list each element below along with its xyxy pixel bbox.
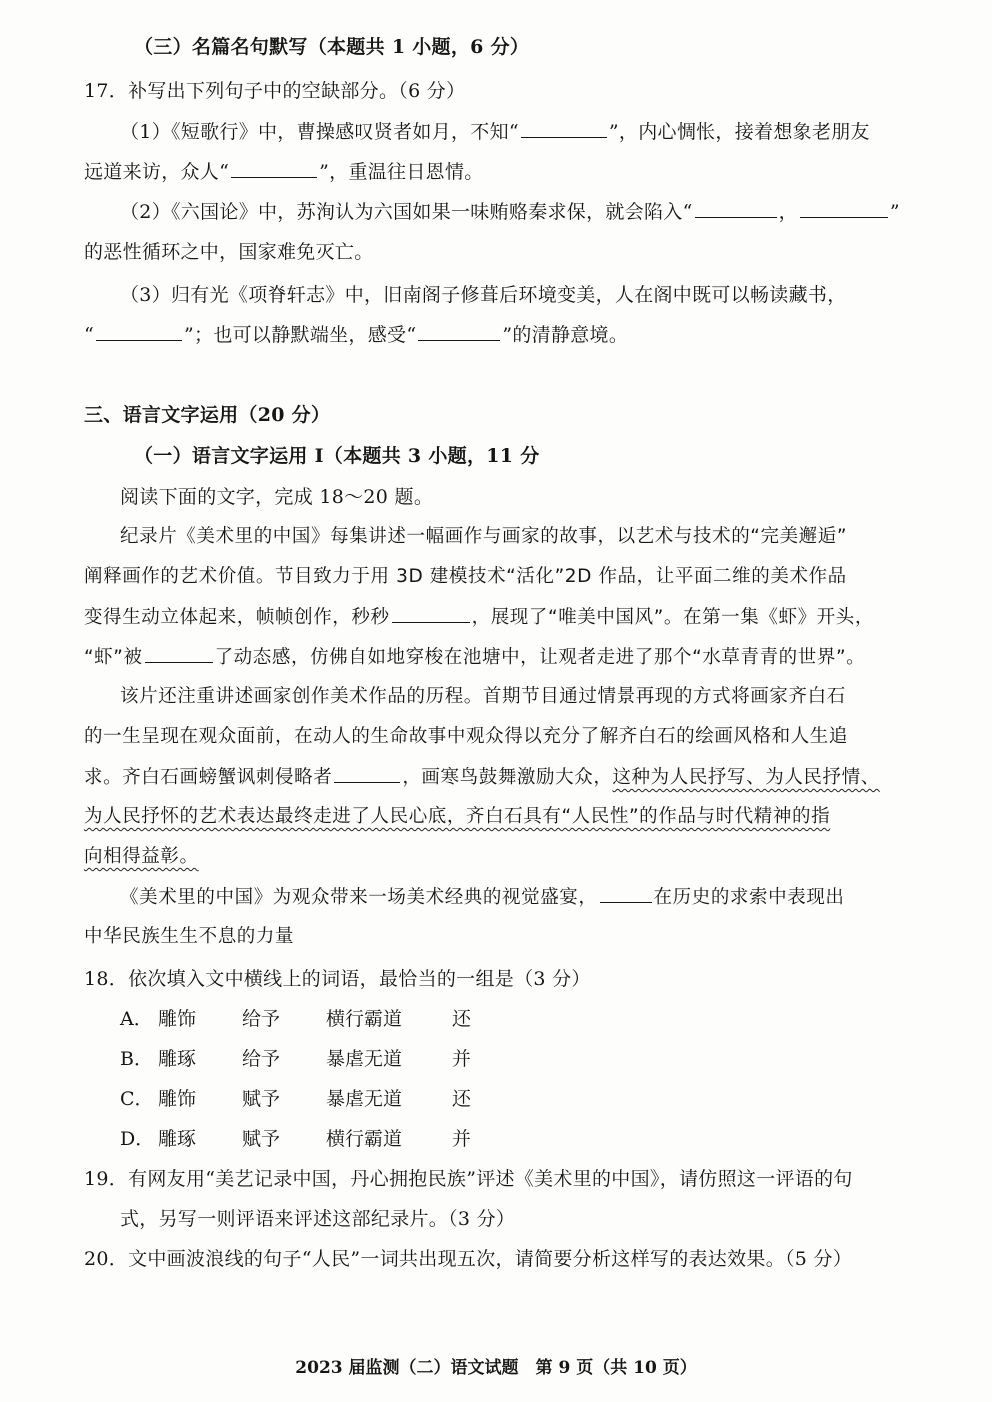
passage-line: 纪录片《美术里的中国》每集讲述一幅画作与画家的故事，以艺术与技术的“完美邂逅”: [120, 526, 848, 547]
passage-text: 了动态感，仿佛自如地穿梭在池塘中，让观者走进了那个“水草青青的世界”。: [214, 647, 866, 668]
option-word-3: 暴虐无道: [326, 1048, 403, 1070]
question-20: 20．文中画波浪线的句子“人民”一词共出现五次，请简要分析这样写的表达效果。（5 分）: [84, 1248, 853, 1270]
passage-text: “虾”被: [84, 647, 143, 668]
option-word-2: 赋予: [242, 1088, 281, 1110]
reading-instruction: 阅读下面的文字，完成 18～20 题。: [120, 486, 434, 508]
passage-text: ，画寒鸟鼓舞激励大众，: [402, 767, 613, 788]
question-19-line1: 19．有网友用“美艺记录中国，丹心拥抱民族”评述《美术里的中国》，请仿照这一评语的句: [84, 1168, 853, 1190]
answer-blank[interactable]: [521, 119, 607, 138]
q17-item1-line2: [84, 159, 944, 185]
q17-item2-text-a: （2）《六国论》中，苏洵认为六国如果一味贿赂秦求保，就会陷入“: [120, 201, 693, 223]
option-word-4: 还: [452, 1008, 472, 1030]
subsection-heading: （三）名篇名句默写（本题共 1 小题，6 分）: [134, 36, 530, 58]
answer-blank[interactable]: [800, 199, 888, 218]
passage-line: [84, 804, 944, 830]
option-letter: D．: [120, 1128, 155, 1150]
option-word-4: 还: [452, 1088, 472, 1110]
passage-text: ，展现了“唯美中国风”。在第一集《虾》开头，: [471, 607, 874, 628]
answer-blank[interactable]: [231, 159, 317, 178]
question-18-stem: 18．依次填入文中横线上的词语，最恰当的一组是（3 分）: [84, 968, 591, 990]
passage-text: 《美术里的中国》为观众带来一场美术经典的视觉盛宴，: [120, 887, 598, 908]
q17-item2-line2: 的恶性循环之中，国家难免灭亡。: [84, 241, 374, 263]
option-word-3: 横行霸道: [326, 1008, 403, 1030]
option-letter: B．: [120, 1048, 153, 1070]
option-letter: C．: [120, 1088, 154, 1110]
passage-blank[interactable]: [600, 884, 652, 903]
option-word-4: 并: [452, 1128, 472, 1150]
passage-line: [120, 884, 980, 911]
q17-item1-line1: [120, 119, 980, 145]
q17-item1-text-c: 远道来访，众人“: [84, 161, 230, 183]
q17-item1-text-b: ”，内心惆怅，接着想象老朋友: [608, 121, 870, 143]
passage-line: [84, 844, 944, 870]
q17-item2-text-c: ”: [889, 201, 900, 223]
passage-blank[interactable]: [334, 764, 400, 783]
wavy-underlined-sentence: 为人民抒怀的艺术表达最终走进了人民心底，齐白石具有“人民性”的作品与时代精神的指: [84, 806, 831, 827]
section-heading: 三、语言文字运用（20 分）: [84, 404, 331, 426]
option-word-1: 雕饰: [158, 1088, 197, 1110]
option-word-1: 雕琢: [158, 1048, 197, 1070]
option-word-2: 给予: [242, 1008, 281, 1030]
passage-line: [84, 604, 944, 631]
q17-item1-text-a: （1）《短歌行》中，曹操感叹贤者如月，不知“: [120, 121, 519, 143]
option-word-2: 赋予: [242, 1128, 281, 1150]
wavy-underlined-sentence: 向相得益彰。: [84, 846, 199, 867]
answer-blank[interactable]: [96, 322, 182, 341]
answer-blank[interactable]: [418, 322, 500, 341]
wavy-underlined-sentence: 这种为人民抒写、为人民抒情、: [612, 767, 880, 788]
option-word-1: 雕饰: [158, 1008, 197, 1030]
q17-item1-text-d: ”，重温往日恩情。: [319, 161, 484, 183]
q17-item2-line1: [120, 199, 980, 225]
passage-text: 在历史的求索中表现出: [653, 887, 845, 908]
passage-line: 该片还注重讲述画家创作美术作品的历程。首期节目通过情景再现的方式将画家齐白石: [120, 686, 846, 707]
option-letter: A．: [120, 1008, 153, 1030]
passage-blank[interactable]: [145, 644, 213, 663]
q17-item3-text-d: ”的清静意境。: [502, 324, 629, 346]
page-footer: 2023 届监测（二）语文试题 第 9 页（共 10 页）: [295, 1358, 697, 1378]
option-word-2: 给予: [242, 1048, 281, 1070]
answer-blank[interactable]: [695, 199, 777, 218]
question-17-stem: 17．补写出下列句子中的空缺部分。（6 分）: [84, 80, 466, 102]
passage-line: [84, 644, 944, 671]
q17-item3-line1: （3）归有光《项脊轩志》中，旧南阁子修葺后环境变美，人在阁中既可以畅读藏书，: [120, 284, 847, 306]
passage-line: 的一生呈现在观众面前，在动人的生命故事中观众得以充分了解齐白石的绘画风格和人生追: [84, 726, 849, 747]
option-word-3: 横行霸道: [326, 1128, 403, 1150]
option-word-4: 并: [452, 1048, 472, 1070]
q17-item3-text-c: ”；也可以静默端坐，感受“: [184, 324, 417, 346]
question-19-line2: 式，另写一则评语来评述这部纪录片。（3 分）: [120, 1208, 516, 1230]
option-word-1: 雕琢: [158, 1128, 197, 1150]
passage-blank[interactable]: [392, 604, 470, 623]
passage-line: 中华民族生生不息的力量: [84, 926, 295, 947]
passage-line: [84, 764, 944, 791]
subsection-heading: （一）语言文字运用 Ⅰ（本题共 3 小题，11 分: [134, 445, 540, 467]
passage-line: 阐释画作的艺术价值。节目致力于用 3D 建模技术“活化”2D 作品，让平面二维的美术作品: [84, 566, 847, 587]
q17-item3-line2: [84, 322, 944, 348]
passage-text: 变得生动立体起来，帧帧创作，秒秒: [84, 607, 390, 628]
passage-text: 求。齐白石画螃蟹讽刺侵略者: [84, 767, 333, 788]
option-word-3: 暴虐无道: [326, 1088, 403, 1110]
q17-item3-text-b: “: [84, 324, 95, 346]
q17-item2-text-b: ，: [778, 201, 798, 223]
